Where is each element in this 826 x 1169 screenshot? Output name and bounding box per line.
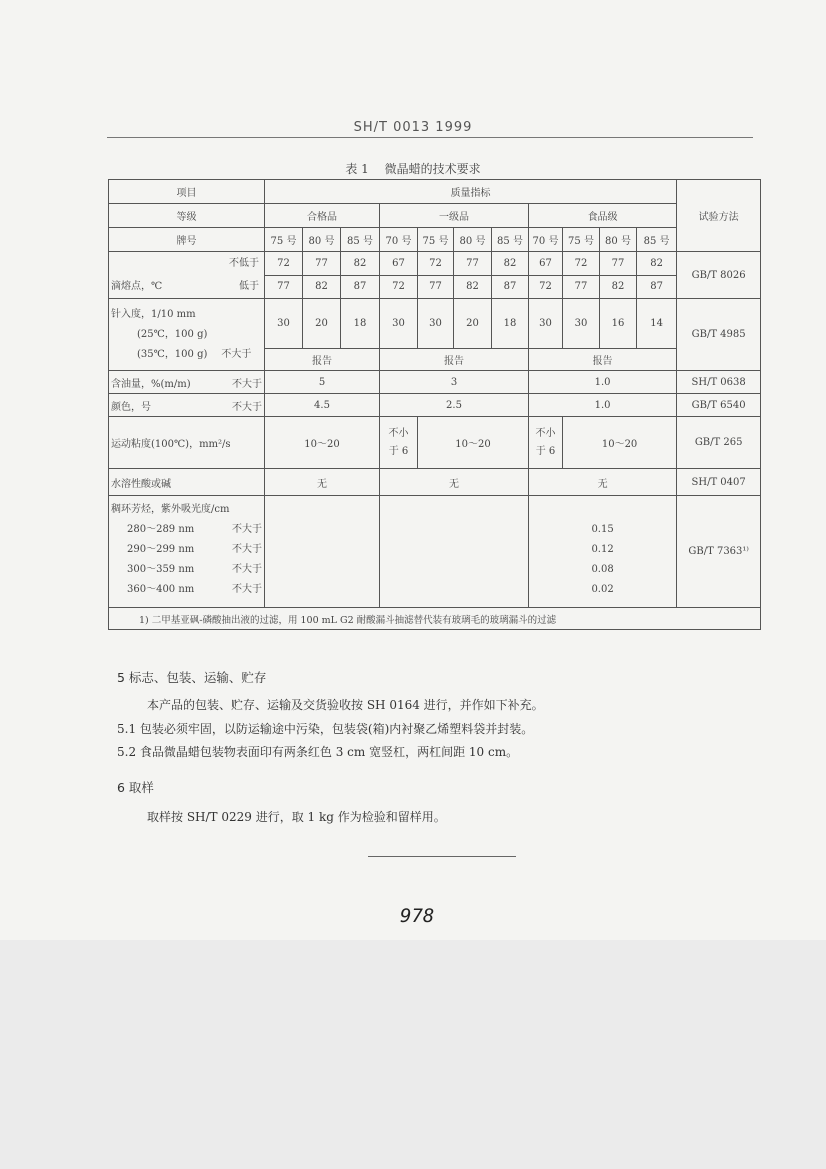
melting-low-cell: 72 [563, 252, 600, 276]
section6-body: 取样按 SH/T 0229 进行，取 1 kg 作为检验和留样用。 [147, 810, 446, 824]
oil-method: SH/T 0638 [677, 371, 761, 394]
grade-cell: 食品级 [529, 204, 677, 228]
scan-background [0, 940, 826, 1169]
oil-cell: 5 [265, 371, 380, 394]
melting-low-cell: 82 [637, 252, 677, 276]
table-row [109, 394, 761, 417]
brand-cell: 75 号 [563, 228, 600, 252]
viscosity-min-cell [380, 417, 418, 469]
section6-title: 6 取样 [117, 780, 154, 795]
melting-high-cell: 87 [341, 275, 380, 299]
brand-cell: 80 号 [600, 228, 637, 252]
table-row [109, 299, 761, 349]
penetration-report: 报告 [529, 349, 677, 371]
standard-header: SH/T 0013 1999 [353, 120, 473, 135]
melting-high-label: 低于 [239, 281, 259, 292]
aromatics-range: 300～359 nm [127, 564, 195, 575]
melting-low-cell: 67 [529, 252, 563, 276]
acid-cell: 无 [380, 469, 529, 496]
color-limit: 不大于 [232, 401, 262, 413]
penetration-line3: (35℃，100 g) [137, 348, 208, 360]
brand-cell: 85 号 [637, 228, 677, 252]
color-cell: 1.0 [529, 394, 677, 417]
penetration-cell: 30 [380, 299, 418, 349]
melting-low-cell: 72 [265, 252, 303, 276]
section5-1: 5.1 包装必须牢固，以防运输途中污染，包装袋(箱)内衬聚乙烯塑料袋并封装。 [117, 722, 534, 736]
viscosity-min-a: 不小 [535, 427, 556, 439]
melting-high-cell: 82 [600, 275, 637, 299]
aromatics-value: 0.08 [591, 564, 614, 575]
melting-low-cell: 72 [418, 252, 454, 276]
melting-low-cell: 77 [303, 252, 341, 276]
section5-2: 5.2 食品微晶蜡包装物表面印有两条红色 3 cm 宽竖杠，两杠间距 10 cm。 [117, 745, 519, 759]
melting-low-cell: 82 [492, 252, 529, 276]
table-title: 微晶蜡的技术要求 [384, 162, 481, 176]
melting-high-cell: 77 [265, 275, 303, 299]
section5-title: 5 标志、包装、运输、贮存 [117, 670, 267, 685]
grade-cell: 一级品 [380, 204, 529, 228]
aromatics-value: 0.02 [591, 584, 614, 595]
brand-cell: 80 号 [303, 228, 341, 252]
acid-cell: 无 [265, 469, 380, 496]
color-cell: 4.5 [265, 394, 380, 417]
brand-cell: 75 号 [418, 228, 454, 252]
table-row [109, 608, 761, 630]
viscosity-label: 运动粘度(100℃)，mm²/s [109, 417, 265, 469]
melting-method: GB/T 8026 [677, 252, 761, 299]
oil-label [109, 371, 265, 394]
brand-cell: 85 号 [341, 228, 380, 252]
aromatics-method: GB/T 7363¹⁾ [677, 496, 761, 608]
grade-cell: 合格品 [265, 204, 380, 228]
table-footnote: 1) 二甲基亚砜-磷酸抽出液的过滤，用 100 mL G2 耐酸漏斗抽滤替代装有玻璃毛的玻璃漏斗的过滤 [109, 608, 761, 630]
brand-cell: 70 号 [380, 228, 418, 252]
brand-cell: 75 号 [265, 228, 303, 252]
penetration-cell: 20 [454, 299, 492, 349]
melting-high-cell: 82 [303, 275, 341, 299]
melting-high-cell: 82 [454, 275, 492, 299]
penetration-method: GB/T 4985 [677, 299, 761, 371]
aromatics-limit: 不大于 [232, 544, 262, 555]
viscosity-cell: 10～20 [563, 417, 677, 469]
aromatics-range: 290～299 nm [127, 544, 195, 555]
aromatics-limit: 不大于 [232, 584, 262, 595]
color-method: GB/T 6540 [677, 394, 761, 417]
melting-low-cell: 67 [380, 252, 418, 276]
aromatics-range: 360～400 nm [127, 584, 195, 595]
method-header: 试验方法 [677, 180, 761, 252]
aromatics-limit: 不大于 [232, 564, 262, 575]
acid-label: 水溶性酸或碱 [109, 469, 265, 496]
color-label [109, 394, 265, 417]
penetration-cell: 18 [341, 299, 380, 349]
brand-label: 牌号 [109, 228, 265, 252]
spec-table [108, 179, 761, 630]
table-row [109, 204, 761, 228]
aromatics-value: 0.15 [591, 524, 614, 535]
section5-intro: 本产品的包装、贮存、运输及交货验收按 SH 0164 进行，并作如下补充。 [147, 698, 544, 712]
penetration-cell: 18 [492, 299, 529, 349]
aromatics-values [529, 496, 677, 608]
viscosity-min-cell [529, 417, 563, 469]
color-cell: 2.5 [380, 394, 529, 417]
oil-name: 含油量，%(m/m) [111, 378, 191, 390]
penetration-cell: 30 [418, 299, 454, 349]
viscosity-cell: 10～20 [265, 417, 380, 469]
aromatics-empty [380, 496, 529, 608]
grade-label: 等级 [109, 204, 265, 228]
table-row [109, 469, 761, 496]
page-number: 978 [400, 905, 435, 927]
table-row [109, 371, 761, 394]
aromatics-name: 稠环芳烃，紫外吸光度/cm [111, 504, 230, 515]
aromatics-label [109, 496, 265, 608]
table-caption [0, 160, 826, 177]
item-header: 项目 [109, 180, 265, 204]
oil-cell: 3 [380, 371, 529, 394]
viscosity-method: GB/T 265 [677, 417, 761, 469]
table-row [109, 252, 761, 276]
penetration-cell: 20 [303, 299, 341, 349]
melting-high-cell: 77 [418, 275, 454, 299]
aromatics-empty [265, 496, 380, 608]
oil-cell: 1.0 [529, 371, 677, 394]
melting-low-label: 不低于 [229, 258, 259, 269]
quality-header: 质量指标 [265, 180, 677, 204]
table-row [109, 228, 761, 252]
aromatics-value: 0.12 [591, 544, 614, 555]
penetration-limit: 不大于 [221, 348, 252, 360]
melting-high-cell: 77 [563, 275, 600, 299]
melting-low-cell: 77 [600, 252, 637, 276]
penetration-report: 报告 [265, 349, 380, 371]
melting-low-cell: 82 [341, 252, 380, 276]
acid-method: SH/T 0407 [677, 469, 761, 496]
aromatics-range: 280～289 nm [127, 524, 195, 535]
viscosity-min-a: 不小 [388, 427, 409, 439]
penetration-cell: 30 [265, 299, 303, 349]
melting-high-cell: 72 [380, 275, 418, 299]
melting-high-cell: 87 [492, 275, 529, 299]
brand-cell: 80 号 [454, 228, 492, 252]
melting-high-cell: 87 [637, 275, 677, 299]
acid-cell: 无 [529, 469, 677, 496]
viscosity-cell: 10～20 [418, 417, 529, 469]
table-row [109, 417, 761, 469]
melting-name: 滴熔点，℃ [111, 281, 163, 292]
viscosity-min-b: 于 6 [535, 445, 556, 457]
brand-cell: 85 号 [492, 228, 529, 252]
penetration-line2: (25℃，100 g) [137, 328, 208, 340]
aromatics-limit: 不大于 [232, 524, 262, 535]
table-row [109, 180, 761, 204]
melting-low-cell: 77 [454, 252, 492, 276]
penetration-report: 报告 [380, 349, 529, 371]
header-rule [107, 137, 753, 138]
color-name: 颜色，号 [111, 401, 151, 413]
melting-label [109, 252, 265, 299]
penetration-label [109, 299, 265, 371]
penetration-name: 针入度，1/10 mm [111, 308, 196, 320]
table-row [109, 496, 761, 608]
penetration-cell: 30 [563, 299, 600, 349]
melting-high-cell: 72 [529, 275, 563, 299]
end-rule [368, 856, 516, 857]
table-label: 表 1 [345, 162, 369, 176]
viscosity-min-b: 于 6 [388, 445, 409, 457]
brand-cell: 70 号 [529, 228, 563, 252]
oil-limit: 不大于 [232, 378, 262, 390]
penetration-cell: 30 [529, 299, 563, 349]
penetration-cell: 14 [637, 299, 677, 349]
penetration-cell: 16 [600, 299, 637, 349]
